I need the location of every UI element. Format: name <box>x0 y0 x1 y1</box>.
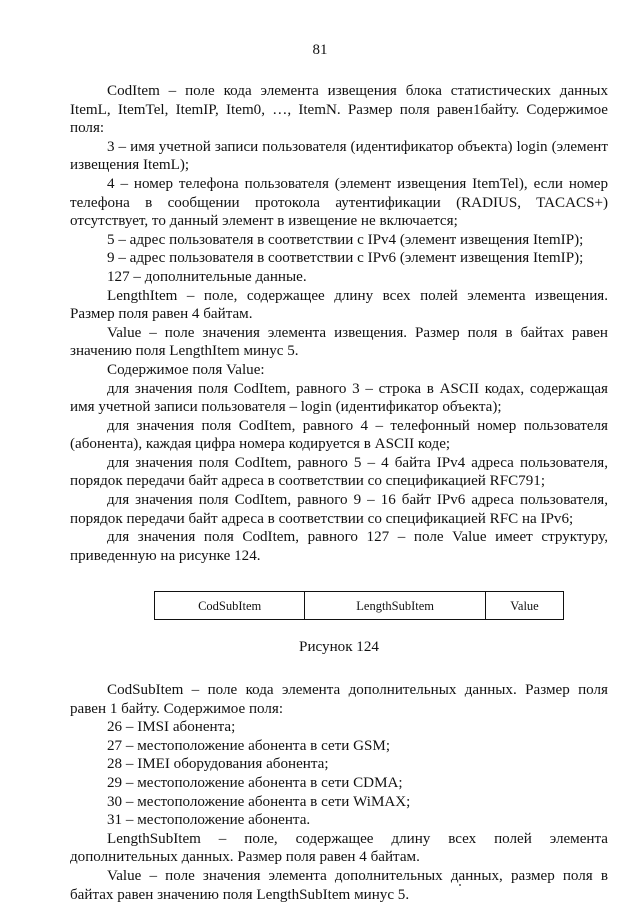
list-item: для значения поля CodItem, равного 9 – 16 байт IPv6 адреса пользователя, порядок передачи байт адреса в соответствии со спецификацией RFC на IPv6; <box>70 492 608 527</box>
scan-speck <box>459 884 461 886</box>
list-item: 3 – имя учетной записи пользователя (идентификатор объекта) login (элемент извещения ItemL); <box>70 138 608 174</box>
list-item: 30 – местоположение абонента в сети WiMAX; <box>107 793 411 810</box>
paragraph-coditem: CodItem – поле кода элемента извещения блока статистических данных ItemL, ItemTel, ItemIP, Item0, …, ItemN. Размер поля равен1байту. Содержимое поля: <box>70 83 608 137</box>
figure-caption: Рисунок 124 <box>299 639 379 656</box>
list-item: для значения поля CodItem, равного 3 – строка в ASCII кодах, содержащая имя учетной записи пользователя – login (идентификатор объекта); <box>70 380 608 416</box>
paragraph-lengthitem: LengthItem – поле, содержащее длину всех полей элемента извещения. Размер поля равен 4 байтам. <box>70 287 608 323</box>
page-number: 81 <box>312 42 328 58</box>
list-item: 26 – IMSI абонента; <box>107 719 236 736</box>
list-item: 28 – IMEI оборудования абонента; <box>107 756 329 773</box>
list-item: для значения поля CodItem, равного 127 – поле Value имеет структуру, приведенную на рисунке 124. <box>70 529 608 564</box>
cell-lengthsubitem: LengthSubItem <box>305 592 486 620</box>
list-item: 4 – номер телефона пользователя (элемент извещения ItemTel), если номер телефона в сообщении протокола аутентификации (RADIUS, TACACS+) отсутствует, то данный элемент в извещение не включается; <box>70 175 608 230</box>
paragraph-value-heading: Содержимое поля Value: <box>107 361 265 378</box>
paragraph-codsubitem: CodSubItem – поле кода элемента дополнительных данных. Размер поля равен 1 байту. Содержимое поля: <box>70 682 608 717</box>
paragraph-subvalue: Value – поле значения элемента дополнительных данных, размер поля в байтах равен значению поля LengthSubItem минус 5. <box>70 867 608 903</box>
paragraph-lengthsubitem: LengthSubItem – поле, содержащее длину всех полей элемента дополнительных данных. Размер поля равен 4 байтам. <box>70 830 608 866</box>
list-item: для значения поля CodItem, равного 4 – телефонный номер пользователя (абонента), каждая цифра номера кодируется в ASCII коде; <box>70 417 608 453</box>
list-item: 9 – адрес пользователя в соответствии с IPv6 (элемент извещения ItemIP); <box>107 250 584 267</box>
document-body <box>70 82 608 904</box>
list-item: 31 – местоположение абонента. <box>107 812 311 829</box>
figure-124-structure-table <box>154 591 564 620</box>
list-item: 29 – местоположение абонента в сети CDMA; <box>107 775 403 791</box>
list-item: для значения поля CodItem, равного 5 – 4 байта IPv4 адреса пользователя, порядок передачи байт адреса в соответствии со спецификацией RFC791; <box>70 454 608 490</box>
list-item: 27 – местоположение абонента в сети GSM; <box>107 737 391 754</box>
paragraph-value: Value – поле значения элемента извещения. Размер поля в байтах равен значению поля LengthItem минус 5. <box>70 324 608 360</box>
cell-value: Value <box>485 592 563 620</box>
cell-codsubitem: CodSubItem <box>155 592 305 620</box>
list-item: 127 – дополнительные данные. <box>107 268 307 285</box>
list-item: 5 – адрес пользователя в соответствии с IPv4 (элемент извещения ItemIP); <box>107 231 584 248</box>
